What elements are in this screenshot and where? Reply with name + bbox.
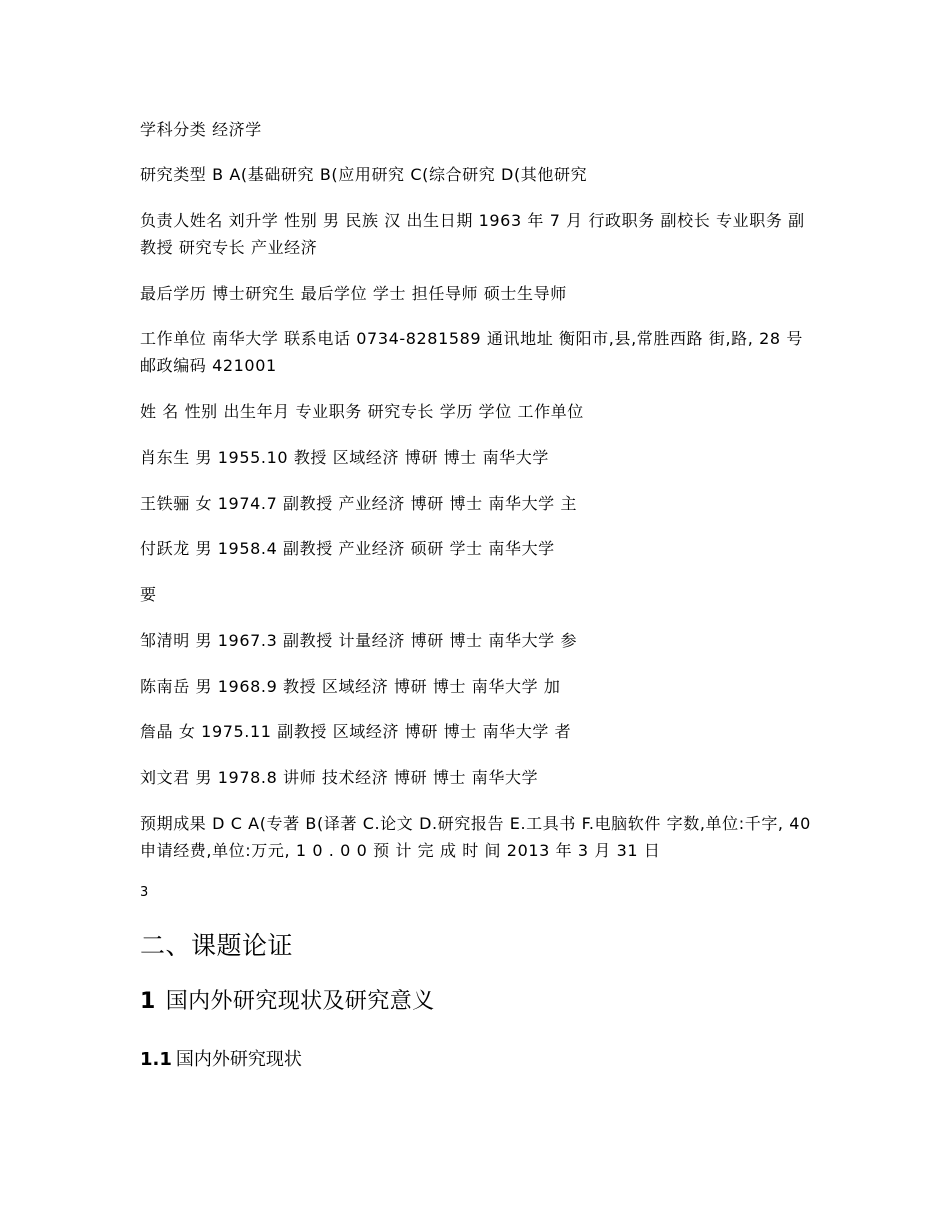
leader-info-paragraph: 负责人姓名 刘升学 性别 男 民族 汉 出生日期 1963 年 7 月 行政职务 副校长 专业职务 副教授 研究专长 产业经济	[140, 211, 805, 257]
section-title: 二、课题论证	[140, 931, 294, 960]
member-row: 陈南岳 男 1968.9 教授 区域经济 博研 博士 南华大学 加	[140, 677, 561, 696]
discipline-line: 学科分类 经济学	[140, 120, 262, 139]
expected-results-paragraph: 预期成果 D C A(专著 B(译著 C.论文 D.研究报告 E.工具书 F.电脑软件 字数,单位:千字, 40 申请经费,单位:万元, 1 0 . 0 0 预 计 完 成 时 间 2013 年 3 月 31 日	[140, 814, 811, 860]
subsection-title: 国内外研究现状及研究意义	[165, 989, 435, 1014]
subsubsection-number: 1.1	[140, 1049, 172, 1070]
member-row: 肖东生 男 1955.10 教授 区域经济 博研 博士 南华大学	[140, 448, 549, 467]
subsubsection-heading	[140, 1046, 302, 1074]
member-row: 付跃龙 男 1958.4 副教授 产业经济 硕研 学士 南华大学	[140, 539, 555, 558]
member-row: 邹清明 男 1967.3 副教授 计量经济 博研 博士 南华大学 参	[140, 631, 578, 650]
member-row: 要	[140, 585, 157, 604]
subsection-number: 1	[140, 989, 156, 1014]
research-type-line: 研究类型 B A(基础研究 B(应用研究 C(综合研究 D(其他研究	[140, 165, 588, 184]
education-line: 最后学历 博士研究生 最后学位 学士 担任导师 硕士生导师	[140, 284, 567, 303]
subsubsection-title: 国内外研究现状	[175, 1049, 302, 1070]
work-unit-paragraph: 工作单位 南华大学 联系电话 0734-8281589 通讯地址 衡阳市,县,常胜西路 街,路, 28 号 邮政编码 421001	[140, 329, 803, 375]
page-number: 3	[140, 885, 149, 900]
member-table-header: 姓 名 性别 出生年月 专业职务 研究专长 学历 学位 工作单位	[140, 402, 584, 421]
member-row: 刘文君 男 1978.8 讲师 技术经济 博研 博士 南华大学	[140, 768, 539, 787]
member-row: 王铁骊 女 1974.7 副教授 产业经济 博研 博士 南华大学 主	[140, 494, 578, 513]
subsection-heading	[140, 986, 435, 1018]
member-row: 詹晶 女 1975.11 副教授 区域经济 博研 博士 南华大学 者	[140, 722, 572, 741]
